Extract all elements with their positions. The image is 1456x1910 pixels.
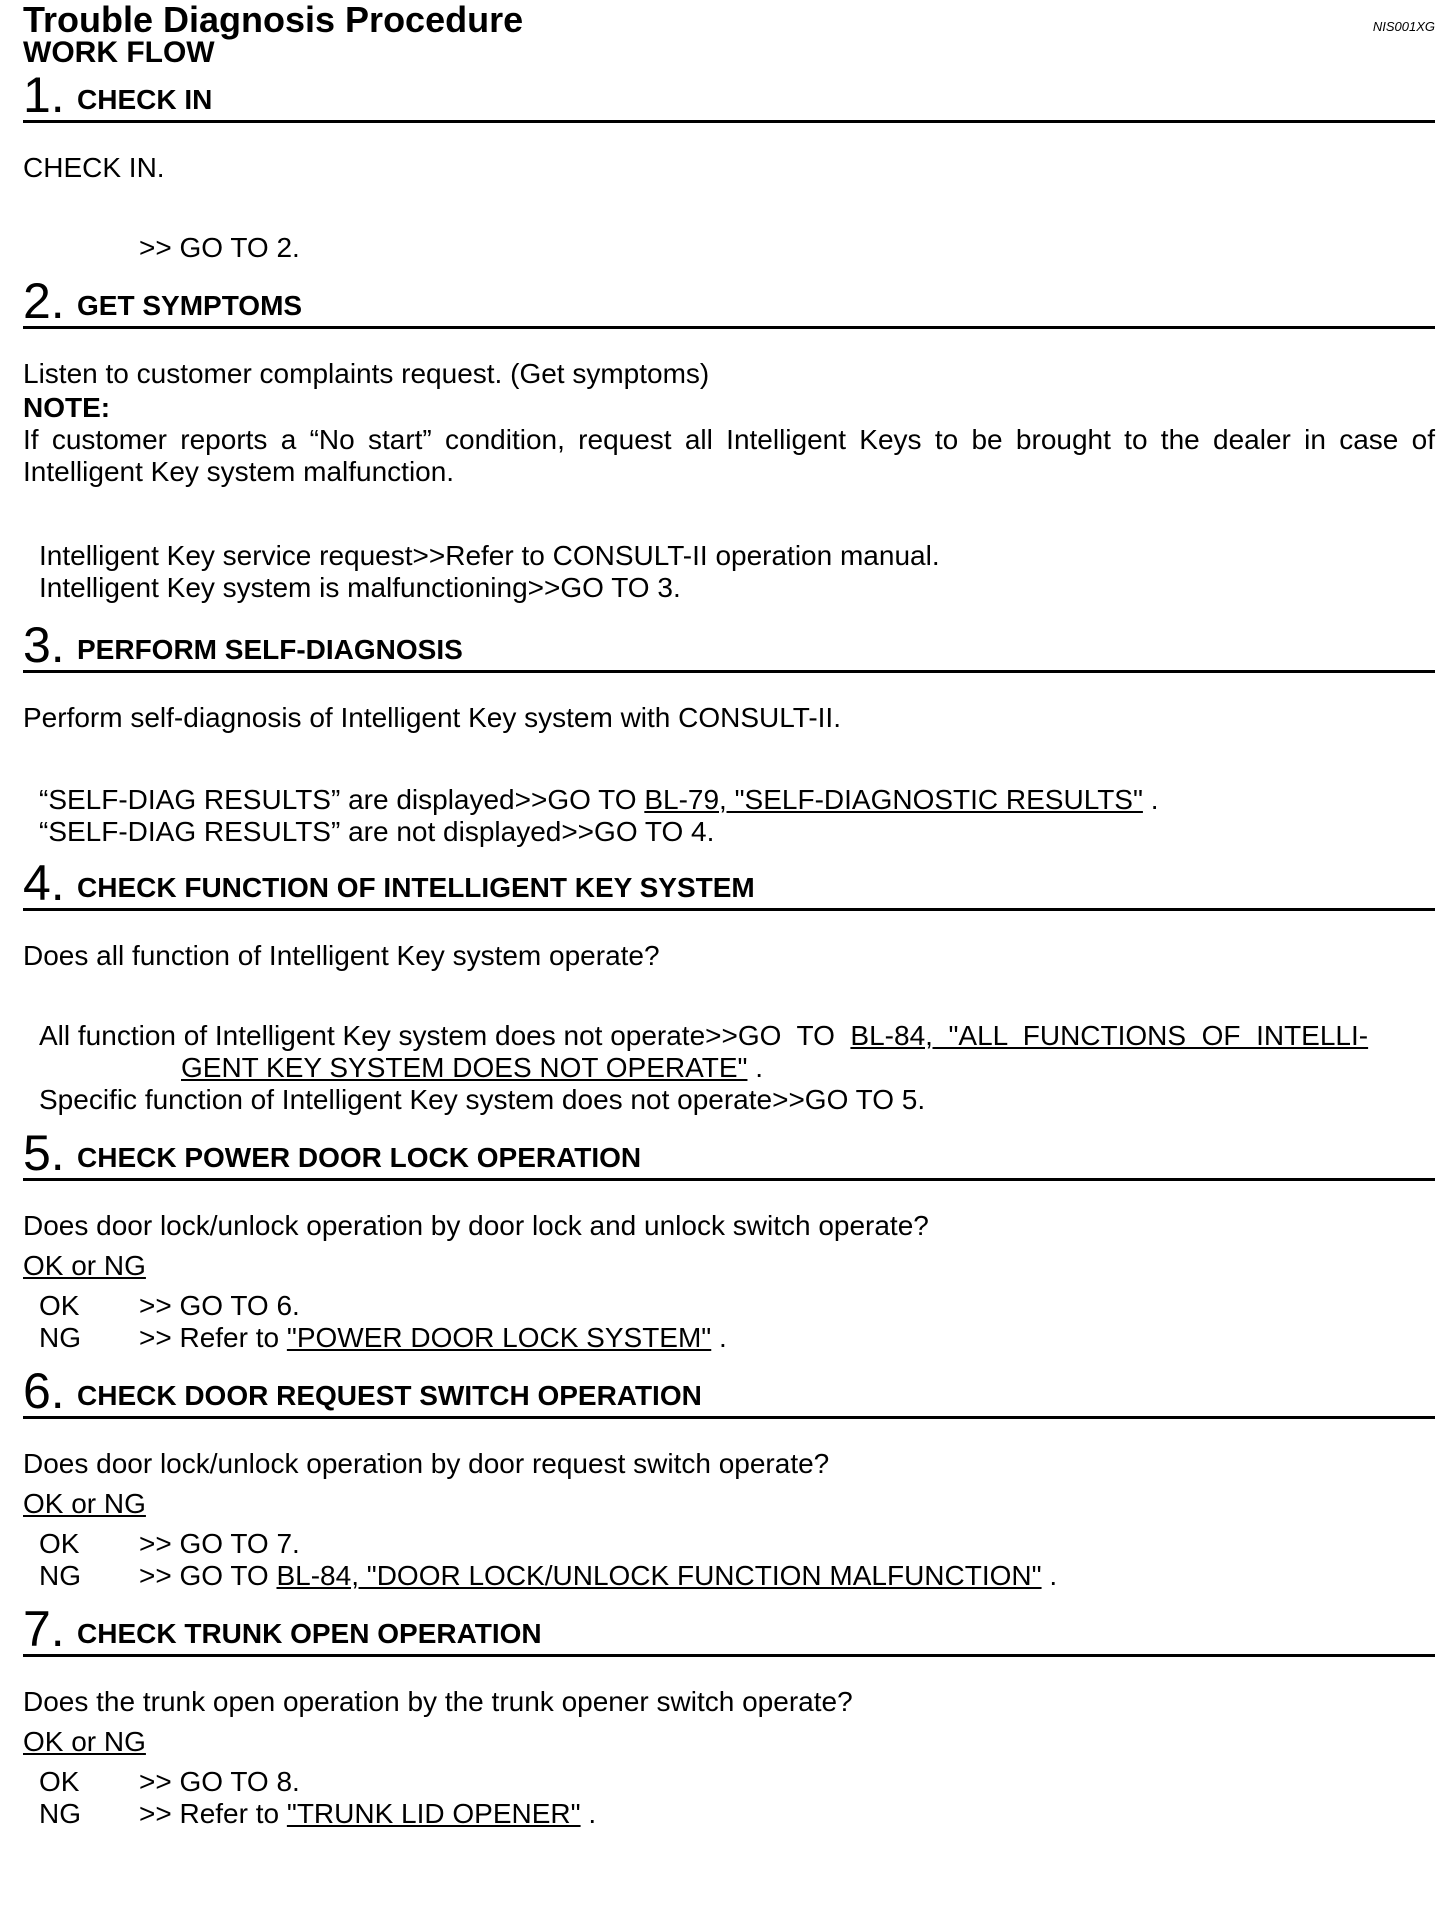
step-title: PERFORM SELF-DIAGNOSIS — [77, 634, 463, 665]
step-question: CHECK IN. — [23, 152, 165, 183]
step-header — [23, 1126, 1435, 1181]
step-question: Does the trunk open operation by the trunk opener switch operate? — [23, 1686, 853, 1717]
step-question: Does door lock/unlock operation by door lock and unlock switch operate? — [23, 1210, 929, 1241]
result-text: >> Refer to — [139, 1322, 287, 1353]
ng-result — [139, 1560, 1057, 1592]
step-number: 6. — [23, 1363, 65, 1419]
ok-label: OK — [39, 1290, 80, 1321]
step-number: 3. — [23, 617, 65, 673]
result-suffix: . — [711, 1322, 727, 1353]
result-text: All function of Intelligent Key system does not operate>>GO TO — [39, 1020, 851, 1051]
ok-label: OK — [39, 1766, 80, 1797]
power-door-lock-link[interactable]: "POWER DOOR LOCK SYSTEM" — [286, 1322, 712, 1353]
ng-result — [139, 1798, 596, 1830]
ok-ng-label: OK or NG — [23, 1250, 146, 1281]
ng-label: NG — [39, 1560, 81, 1591]
note-label: NOTE: — [23, 392, 111, 423]
page-subtitle: WORK FLOW — [23, 36, 215, 69]
result-suffix: . — [747, 1052, 764, 1083]
step-7 — [23, 1601, 1435, 1829]
section-code: NIS001XG — [1372, 19, 1435, 34]
self-diagnostic-results-link[interactable]: BL-79, "SELF-DIAGNOSTIC RESULTS" — [644, 784, 1143, 815]
step-title: CHECK FUNCTION OF INTELLIGENT KEY SYSTEM — [77, 872, 755, 903]
ng-result — [139, 1322, 727, 1354]
ok-ng-label: OK or NG — [23, 1488, 146, 1519]
ng-label: NG — [39, 1322, 81, 1353]
step-result: “SELF-DIAG RESULTS” are not displayed>>GO TO 4. — [39, 816, 715, 847]
result-suffix: . — [580, 1798, 597, 1829]
step-number: 1. — [23, 67, 65, 123]
step-title: CHECK IN — [77, 84, 213, 115]
step-result: Intelligent Key system is malfunctioning>>GO TO 3. — [39, 572, 681, 603]
step-result — [39, 784, 1158, 816]
step-title: CHECK TRUNK OPEN OPERATION — [77, 1618, 542, 1649]
result-suffix: . — [1142, 784, 1159, 815]
step-question: Perform self-diagnosis of Intelligent Key system with CONSULT-II. — [23, 702, 841, 733]
ng-label: NG — [39, 1798, 81, 1829]
step-3 — [23, 617, 1435, 847]
ok-label: OK — [39, 1528, 80, 1559]
all-functions-link-continued[interactable]: GENT KEY SYSTEM DOES NOT OPERATE" — [181, 1052, 748, 1083]
step-question: Does all function of Intelligent Key system operate? — [23, 940, 660, 971]
result-suffix: . — [1041, 1560, 1058, 1591]
note-text: If customer reports a “No start” condition, request all Intelligent Keys to be brought to the dealer in case of Intelligent Key system malfunction. — [23, 424, 1435, 487]
ok-ng-label: OK or NG — [23, 1726, 146, 1757]
door-lock-unlock-malfunction-link[interactable]: BL-84, "DOOR LOCK/UNLOCK FUNCTION MALFUNCTION" — [276, 1560, 1042, 1591]
result-text: >> GO TO — [139, 1560, 277, 1591]
step-6 — [23, 1363, 1435, 1591]
step-header — [23, 1364, 1435, 1419]
step-title: CHECK DOOR REQUEST SWITCH OPERATION — [77, 1380, 702, 1411]
step-question: Listen to customer complaints request. (Get symptoms) — [23, 358, 710, 389]
result-text: “SELF-DIAG RESULTS” are displayed>>GO TO — [39, 784, 645, 815]
step-number: 7. — [23, 1601, 65, 1657]
step-5 — [23, 1125, 1435, 1353]
step-4 — [23, 855, 1435, 1115]
step-result-continued — [181, 1052, 763, 1084]
step-header — [23, 618, 1435, 673]
step-title: GET SYMPTOMS — [77, 290, 303, 321]
ok-result: >> GO TO 7. — [139, 1528, 300, 1559]
step-header — [23, 856, 1435, 911]
result-text: >> Refer to — [139, 1798, 287, 1829]
trunk-lid-opener-link[interactable]: "TRUNK LID OPENER" — [286, 1798, 581, 1829]
ok-result: >> GO TO 6. — [139, 1290, 300, 1321]
step-result: >> GO TO 2. — [139, 232, 300, 263]
step-header — [23, 68, 1435, 123]
step-title: CHECK POWER DOOR LOCK OPERATION — [77, 1142, 642, 1173]
step-result: Intelligent Key service request>>Refer to CONSULT-II operation manual. — [39, 540, 940, 571]
step-2 — [23, 273, 1435, 603]
page-title: Trouble Diagnosis Procedure — [23, 0, 524, 40]
step-result — [39, 1020, 1368, 1052]
ok-result: >> GO TO 8. — [139, 1766, 300, 1797]
step-number: 5. — [23, 1125, 65, 1181]
step-number: 2. — [23, 273, 65, 329]
step-1 — [23, 67, 1435, 263]
step-result: Specific function of Intelligent Key system does not operate>>GO TO 5. — [39, 1084, 926, 1115]
all-functions-link[interactable]: BL-84, "ALL FUNCTIONS OF INTELLI- — [850, 1020, 1369, 1051]
step-question: Does door lock/unlock operation by door request switch operate? — [23, 1448, 830, 1479]
step-header — [23, 1602, 1435, 1657]
step-header — [23, 274, 1435, 329]
step-number: 4. — [23, 855, 65, 911]
